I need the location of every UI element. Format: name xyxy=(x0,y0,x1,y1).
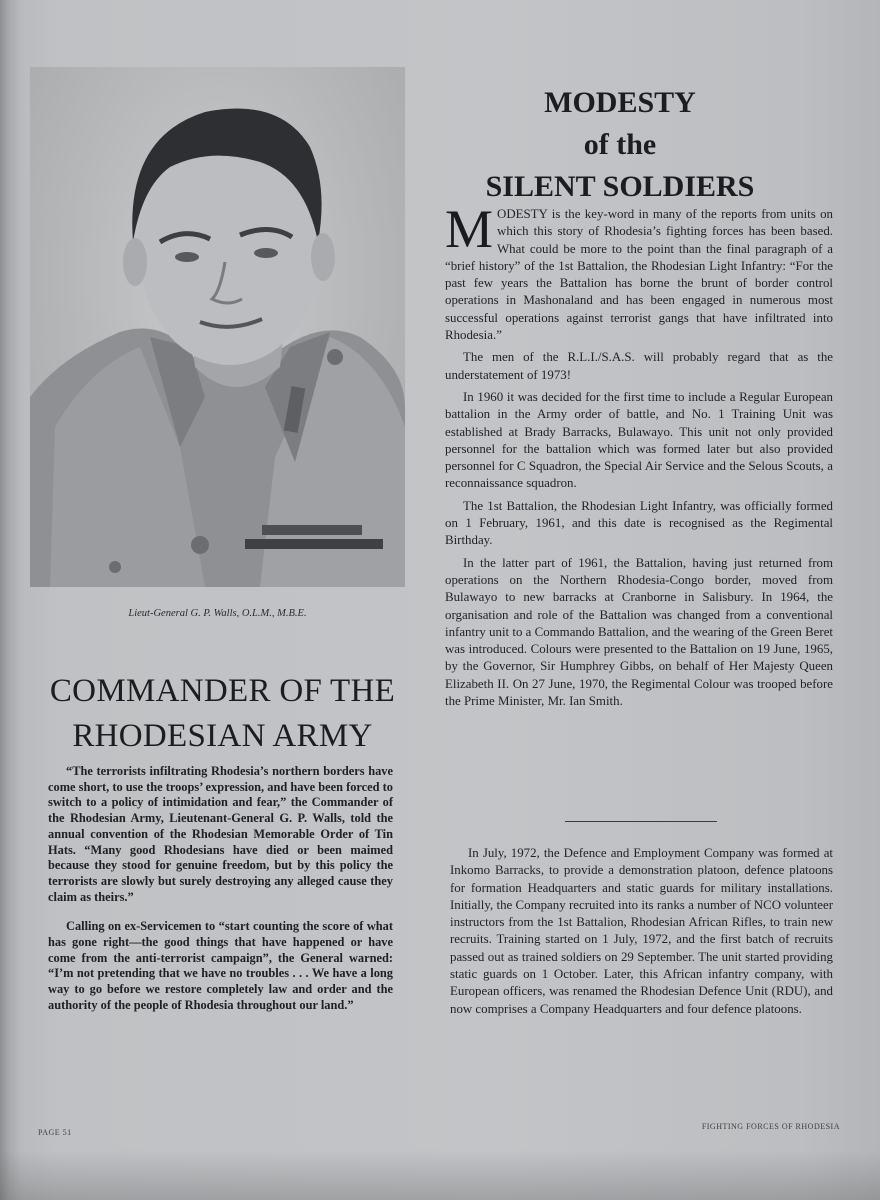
lead-text: ODESTY is the key-word in many of the reports from units on which this story of Rhodesia’s fighting forces has been based. What could be more to the point than the final paragraph of a “brief history” of the 1st Battalion, the Rhodesian Light Infantry: “For the past few years the Battalion has borne the brunt of border control operations in Mashonaland and has been engaged in numerous most successful operations against terrorist gangs that have infiltrated into Rhodesia.” xyxy=(445,207,833,343)
page-shadow xyxy=(0,1150,880,1200)
left-paragraph: Calling on ex-Servicemen to “start counting the score of what has gone right—the good things that have happened or have come from the anti-terrorist campaign”, the General warned: “I’m not pretending that we have no troubles . . . We have a long way to go before we restore completely law and order and the authority of the people of Rhodesia throughout our land.” xyxy=(48,919,393,1012)
right-paragraph: The men of the R.L.I./S.A.S. will probably regard that as the understatement of 1973! xyxy=(445,350,833,382)
left-title-line-1: COMMANDER OF THE xyxy=(49,673,396,710)
portrait-illustration xyxy=(30,67,405,587)
drop-cap: M xyxy=(445,199,494,259)
right-paragraph: The 1st Battalion, the Rhodesian Light Infantry, was officially formed on 1 February, 1961, and this date is recognised as the Regimental Birthday. xyxy=(445,498,833,548)
right-paragraph-lead xyxy=(445,199,833,344)
portrait-photo xyxy=(30,67,405,587)
section-divider xyxy=(565,821,717,822)
publication-name: FIGHTING FORCES OF RHODESIA xyxy=(701,1122,840,1131)
left-article-body xyxy=(48,764,393,1028)
photo-caption: Lieut-General G. P. Walls, O.L.M., M.B.E. xyxy=(128,608,307,619)
right-article-section-2 xyxy=(450,845,833,1018)
page-number: PAGE 51 xyxy=(38,1128,72,1137)
right-paragraph: In the latter part of 1961, the Battalion, having just returned from operations on the Northern Rhodesia-Congo border, moved from Bulawayo to new barracks at Cranborne in Salisbury. In 1964, the organisation and role of the Battalion was changed from a conventional infantry unit to a Commando Battalion, and the wearing of the Green Beret was introduced. Colours were presented to the Battalion on 19 June, 1965, by the Governor, Sir Humphrey Gibbs, on behalf of Her Majesty Queen Elizabeth II. On 27 June, 1970, the Regimental Colour was trooped before the Prime Minister, Mr. Ian Smith. xyxy=(445,555,833,709)
left-paragraph: “The terrorists infiltrating Rhodesia’s northern borders have come short, to use the troops’ expression, and have been forced to switch to a policy of intimidation and fear,” the Commander of the Rhodesian Army, Lieutenant-General G. P. Walls, told the annual convention of the Rhodesian Memorable Order of Tin Hats. “Many good Rhodesians have died or been maimed because they stood for genuine freedom, but by this policy the terrorists are slowly but surely destroying any alleged cause they claim as theirs.” xyxy=(48,764,393,904)
right-title-line-2: of the xyxy=(583,128,657,162)
right-title-line-1: MODESTY xyxy=(544,86,696,120)
right-paragraph: In 1960 it was decided for the first time to include a Regular European battalion in the Army order of battle, and No. 1 Training Unit was established at Brady Barracks, Bulawayo. This unit not only provided personnel for the battalion which was formed later but also provided personnel for C Squadron, the Special Air Service and the Selous Scouts, a reconnaissance squadron. xyxy=(445,389,833,491)
left-title-line-2: RHODESIAN ARMY xyxy=(72,718,373,755)
right-article-title xyxy=(450,82,790,208)
right-paragraph: In July, 1972, the Defence and Employment Company was formed at Inkomo Barracks, to provide a demonstration platoon, defence platoons for formation Headquarters and static guards for military installations. Initially, the Company recruited into its ranks a number of NCO volunteer instructors from the 1st Battalion, Rhodesian African Rifles, to train new recruits. Training started on 1 July, 1972, and the first batch of recruits passed out as trained soldiers on 29 September. The unit started providing static guards on 1 October. Later, this African infantry company, with European officers, was renamed the Rhodesian Defence Unit (RDU), and now comprises a Company Headquarters and four defence platoons. xyxy=(450,846,833,1016)
right-article-body xyxy=(445,199,833,715)
left-article-title xyxy=(20,669,425,759)
right-title-line-3: SILENT SOLDIERS xyxy=(485,170,755,204)
